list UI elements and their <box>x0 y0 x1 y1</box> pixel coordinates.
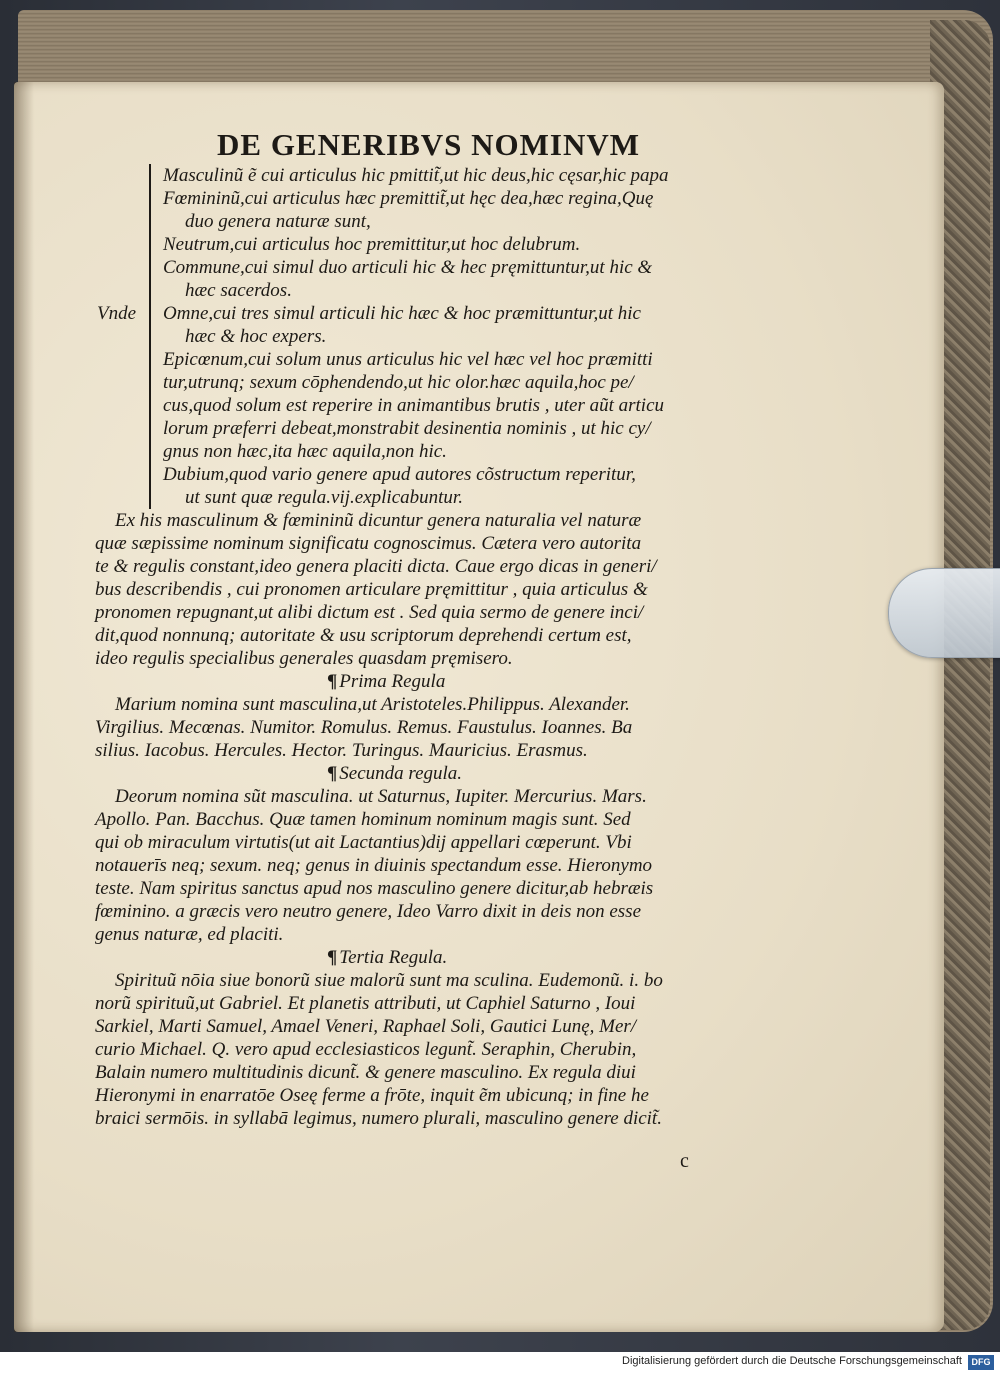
footer-bar <box>0 1352 1000 1374</box>
text-line: Spirituũ nōia siue bonorũ siue malorũ sunt ma sculina. Eudemonũ. i. bo <box>115 970 663 991</box>
gender-list-line: Omne,cui tres simul articuli hic hæc & hoc præmittuntur,ut hic <box>163 303 641 324</box>
pilcrow-icon: ¶ <box>327 947 338 968</box>
text-line: Sarkiel, Marti Samuel, Amael Veneri, Raphael Soli, Gautici Lunę, Mer/ <box>95 1016 637 1037</box>
pilcrow-icon: ¶ <box>327 763 338 784</box>
gender-list-line: Masculinũ ẽ cui articulus hic pmittit̃,ut hic deus,hic cęsar,hic papa <box>163 165 669 186</box>
gender-list-line: ut sunt quæ regula.vij.explicabuntur. <box>185 487 463 508</box>
text-line: Ex his masculinum & fœmininũ dicuntur genera naturalia vel naturæ <box>115 510 642 531</box>
gender-list-line: hæc sacerdos. <box>185 280 292 301</box>
gender-list-line: lorum præferri debeat,monstrabit desinentia nominis , ut hic cy/ <box>163 418 651 439</box>
rule-title-prima <box>95 670 745 693</box>
rule-tertia-text <box>95 969 745 1130</box>
signature-mark: c <box>680 1150 689 1172</box>
text-line: te & regulis constant,ideo genera placiti dicta. Caue ergo dicas in generi/ <box>95 556 657 577</box>
gender-list <box>163 164 745 509</box>
text-line: Apollo. Pan. Bacchus. Quæ tamen hominum nominum magis sunt. Sed <box>95 809 631 830</box>
text-line: teste. Nam spiritus sanctus apud nos masculino genere dicitur,ab hebræis <box>95 878 654 899</box>
text-line: norũ spirituũ,ut Gabriel. Et planetis attributi, ut Caphiel Saturno , Ioui <box>95 993 636 1014</box>
gender-list-line: Dubium,quod vario genere apud autores cõstructum reperitur, <box>163 464 636 485</box>
gender-list-line: tur,utrunq; sexum cōphendendo,ut hic olor.hæc aquila,hoc pe/ <box>163 372 634 393</box>
rule-secunda-text <box>95 785 745 946</box>
text-line: Deorum nomina sũt masculina. ut Saturnus, Iupiter. Mercurius. Mars. <box>115 786 647 807</box>
paragraph-naturalia <box>95 509 745 670</box>
gender-list-line: cus,quod solum est reperire in animantibus brutis , uter aũt articu <box>163 395 665 416</box>
gender-list-bracket <box>97 164 745 509</box>
rule-title-secunda <box>95 762 745 785</box>
text-line: qui ob miraculum virtutis(ut ait Lactantius)dij appellari cœperunt. Vbi <box>95 832 632 853</box>
rule-prima-text <box>95 693 745 762</box>
unde-label: Vnde <box>97 303 137 324</box>
dfg-logo: DFG <box>968 1355 994 1370</box>
text-line: fœminino. a græcis vero neutro genere, Ideo Varro dixit in deis non esse <box>95 901 641 922</box>
text-line: Virgilius. Mecœnas. Numitor. Romulus. Remus. Faustulus. Ioannes. Ba <box>95 717 633 738</box>
footer-credit: Digitalisierung gefördert durch die Deutsche Forschungsgemeinschaft <box>622 1355 962 1367</box>
gender-list-line: Fœmininũ,cui articulus hæc premittit̃,ut hęc dea,hæc regina,Quę <box>163 188 654 209</box>
gender-list-line: Neutrum,cui articulus hoc premittitur,ut hoc delubrum. <box>163 234 581 255</box>
rule-title-tertia <box>95 946 745 969</box>
text-line: dit,quod nonnunq; autoritate & usu scriptorum deprehendi certum est, <box>95 625 632 646</box>
rule-title-text: Secunda regula. <box>339 763 463 784</box>
gender-list-line: Commune,cui simul duo articuli hic & hec pręmittuntur,ut hic & <box>163 257 653 278</box>
rule-title-text: Prima Regula <box>339 671 446 692</box>
gender-list-line: duo genera naturæ sunt, <box>185 211 371 232</box>
page-clip-tab <box>888 568 1000 658</box>
text-line: pronomen repugnant,ut alibi dictum est . Sed quia sermo de genere inci/ <box>95 602 644 623</box>
page-heading: DE GENERIBVS NOMINVM <box>217 127 641 162</box>
text-line: curio Michael. Q. vero apud ecclesiasticos legunt̃. Seraphin, Cherubin, <box>95 1039 637 1060</box>
text-line: genus naturæ, ed placiti. <box>95 924 284 945</box>
text-line: braici sermōis. in syllabā legimus, numero plurali, masculino genere dicit̃. <box>95 1108 662 1129</box>
text-line: silius. Iacobus. Hercules. Hector. Turingus. Mauricius. Erasmus. <box>95 740 588 761</box>
text-line: Marium nomina sunt masculina,ut Aristoteles.Philippus. Alexander. <box>115 694 630 715</box>
rule-title-text: Tertia Regula. <box>339 947 448 968</box>
text-line: Hieronymi in enarratōe Oseę ferme a frōte, inquit ẽm ubicunq; in fine he <box>95 1085 649 1106</box>
page-gutter-shadow <box>14 82 34 1332</box>
gender-list-line: gnus non hæc,ita hæc aquila,non hic. <box>163 441 447 462</box>
text-line: notauerīs neq; sexum. neq; genus in diuinis spectandum esse. Hieronymo <box>95 855 653 876</box>
text-line: bus describendis , cui pronomen articulare pręmittitur , quia articulus & <box>95 579 648 600</box>
gender-list-line: hæc & hoc expers. <box>185 326 327 347</box>
pilcrow-icon: ¶ <box>327 671 338 692</box>
gender-list-line: Epicœnum,cui solum unus articulus hic vel hæc vel hoc præmitti <box>163 349 653 370</box>
text-line: quæ sæpissime nominum significatu cognoscimus. Cætera vero autorita <box>95 533 642 554</box>
page-text <box>95 128 745 1130</box>
text-line: Balain numero multitudinis dicunt̃. & genere masculino. Ex regula diui <box>95 1062 636 1083</box>
text-line: ideo regulis specialibus generales quasdam pręmisero. <box>95 648 513 669</box>
